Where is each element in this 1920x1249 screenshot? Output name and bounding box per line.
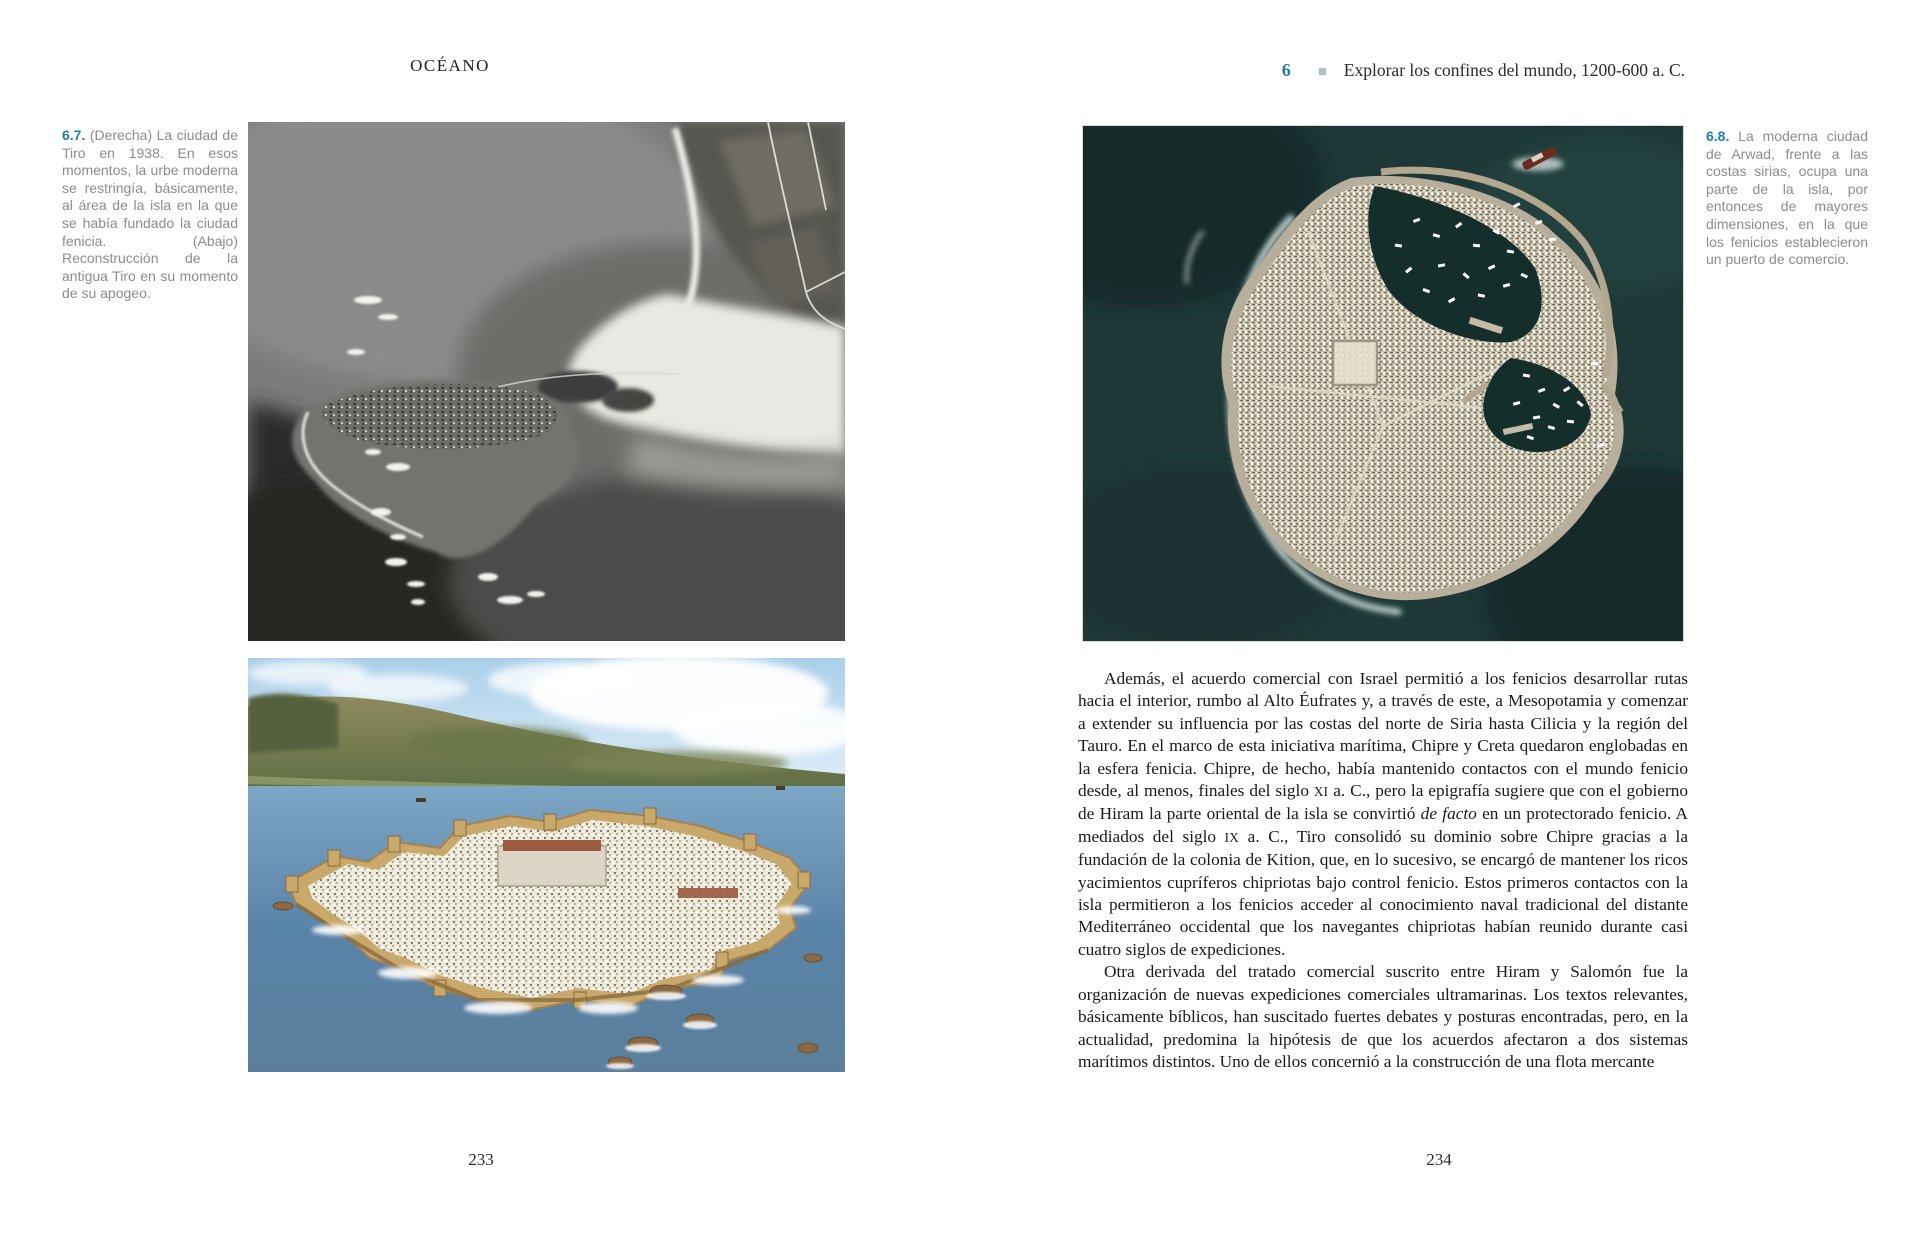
arwad-illustration (1083, 126, 1683, 641)
temple-roof (503, 840, 601, 851)
page-number-left: 233 (468, 1150, 494, 1169)
running-head-right-text: Explorar los confines del mundo, 1200-600 a. C. (1343, 60, 1685, 80)
caption-figure-6-7 (62, 127, 238, 303)
arwad-satellite-photo (1082, 125, 1684, 642)
tyre-1938-illustration (248, 122, 845, 641)
tyre-1938-aerial-photo (248, 122, 845, 641)
running-head-right (1080, 60, 1685, 81)
caption-text-6-7: (Derecha) La ciudad de Tiro en 1938. En esos momentos, la urbe moderna se restringía, básicamente, al área de la isla en la que se había fundado la ciudad fenicia. (Abajo) Reconstrucción de la antigua Tiro en su momento de su apogeo. (62, 127, 238, 302)
body-paragraph-2: Otra derivada del tratado comercial suscrito entre Hiram y Salomón fue la organización de nuevas expediciones comerciales ultramarinas. Los textos relevantes, básicamente bíblicos, han suscitado fuertes debates y posturas encontradas, pero, en la actualidad, predomina la hipótesis de que los acuerdos afectaron a dos sistemas marítimos distintos. Uno de ellos concernió a la construcción de una flota mercante (1078, 962, 1688, 1071)
body-paragraph-1: Además, el acuerdo comercial con Israel permitió a los fenicios desarrollar rutas hacia el interior, rumbo al Alto Éufrates y, a través de este, a Mesopotamia y comenzar a extender su influencia por las costas del norte de Siria hasta Cilicia y la región del Tauro. En el marco de esta iniciativa marítima, Chipre y Creta quedaron englobadas en la esfera fenicia. Chipre, de hecho, había mantenido contactos con el mundo fenicio desde, al menos, finales del siglo XI a. C., pero la epigrafía sugiere que con el gobierno de Hiram la parte oriental de la isla se convirtió de facto en un protectorado fenicio. A mediados del siglo IX a. C., Tiro consolidó su dominio sobre Chipre gracias a la fundación de la colonia de Kition, que, en lo sucesivo, se encargó de mantener los ricos yacimientos cupríferos chipriotas bajo control fenicio. Estos primeros contactos con la isla permitieron a los fenicios acceder al conocimiento naval tradicional del distante Mediterráneo occidental que los navegantes chipriotas habían reunido durante casi cuatro siglos de expediciones. (1078, 669, 1688, 959)
body-text-column (1078, 668, 1688, 1073)
tyre-reconstruction-art (248, 658, 845, 1072)
caption-text-6-8: La moderna ciudad de Arwad, frente a las costas sirias, ocupa una parte de la isla, por entonces de mayores dimensiones, en la que los fenicios establecieron un puerto de comercio. (1706, 128, 1868, 268)
square-bullet-icon (1319, 68, 1326, 75)
figure-number-6-8: 6.8. (1706, 128, 1730, 144)
chapter-number: 6 (1281, 60, 1291, 80)
running-head-left: OCÉANO (410, 56, 490, 75)
temple-block (498, 846, 606, 886)
figure-number-6-7: 6.7. (62, 127, 86, 143)
caption-figure-6-8 (1706, 128, 1868, 269)
page-number-right: 234 (1426, 1150, 1452, 1169)
tyre-reconstruction-illustration (248, 658, 845, 1072)
